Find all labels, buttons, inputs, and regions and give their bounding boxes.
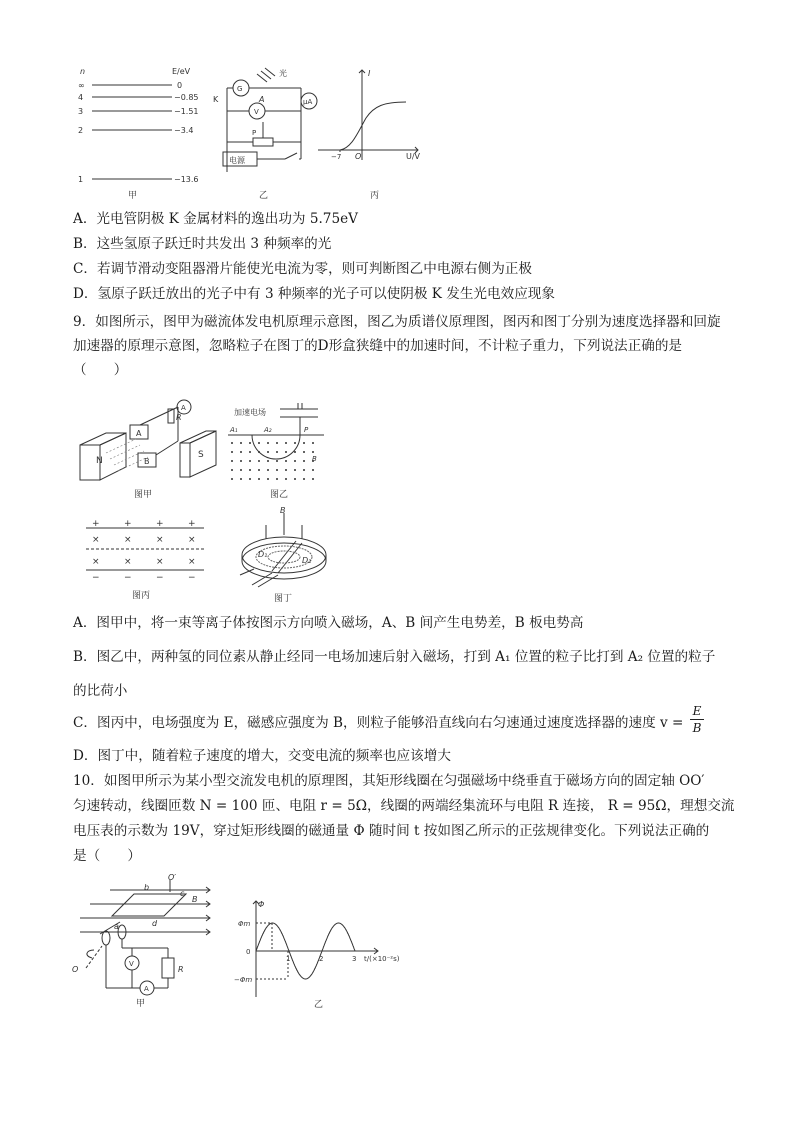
q8-option-a: A．光电管阴极 K 金属材料的逸出功为 5.75eV (73, 211, 358, 227)
level-1-n: 1 (78, 175, 84, 184)
cross-mark: × (156, 535, 164, 545)
level-1-e: −13.6 (174, 175, 199, 184)
field-dot (267, 469, 269, 471)
level-3-e: −1.51 (174, 107, 199, 116)
voltmeter-label: V (129, 960, 134, 968)
field-dot (276, 478, 278, 480)
neg-phim-label: −Φm (234, 976, 253, 984)
plus-sign: + (188, 519, 196, 529)
plate-b-label: B (144, 457, 150, 466)
t-axis-label: t/(×10⁻²s) (364, 955, 400, 963)
field-dot (312, 478, 314, 480)
field-dot (258, 469, 260, 471)
a2-label: A₂ (264, 426, 272, 434)
corner-c-label: c (180, 889, 185, 898)
iu-curve (318, 62, 428, 202)
origin-label: O (355, 152, 362, 161)
caption-fig-ding: 图丁 (274, 594, 293, 604)
field-dot (240, 451, 242, 453)
level-4-n: 4 (78, 93, 84, 102)
p-label: P (252, 129, 257, 137)
field-dot (240, 478, 242, 480)
velocity-selector-figure (86, 518, 206, 600)
field-dot (303, 460, 305, 462)
plus-sign: + (92, 519, 100, 529)
n-header: n (80, 67, 86, 76)
field-dot (276, 469, 278, 471)
cross-mark: × (124, 535, 132, 545)
field-dot (303, 469, 305, 471)
caption-q10-yi: 乙 (314, 1000, 324, 1010)
o-prime-label: O′ (168, 873, 177, 882)
ammeter-a-label: A (144, 985, 149, 993)
field-dot (231, 478, 233, 480)
level-inf-n: ∞ (78, 81, 85, 90)
field-dot (249, 451, 251, 453)
s-pole-label: S (198, 450, 204, 460)
field-dot (303, 478, 305, 480)
field-dot (258, 442, 260, 444)
tick-2-label: 2 (319, 955, 324, 963)
source-label: 电源 (229, 156, 245, 165)
zero-label: 0 (246, 948, 251, 956)
field-dot (285, 469, 287, 471)
q9-option-b-line1: B．图乙中，两种氢的同位素从静止经同一电场加速后射入磁场，打到 A₁ 位置的粒子比打到 A₂ 位置的粒子 (73, 649, 716, 665)
level-4-e: −0.85 (174, 93, 199, 102)
fraction-numerator: E (690, 703, 704, 720)
q10-stem-line4: 是（ ） (73, 848, 141, 864)
caption-fig-yi: 图乙 (270, 490, 289, 500)
level-2-e: −3.4 (174, 126, 194, 135)
corner-a-label: a (114, 922, 119, 931)
b-field-label: B (312, 455, 317, 463)
plus-sign: + (124, 519, 132, 529)
phi-axis-label: Φ (258, 900, 265, 909)
q9-option-c: C．图丙中，电场强度为 E，磁感应强度为 B，则粒子能够沿直线向右匀速通过速度选择器的速度 v = (73, 715, 684, 731)
minus-sign: − (124, 573, 132, 583)
a-label: A (259, 95, 265, 104)
energy-level-diagram (70, 62, 200, 202)
field-dot (231, 442, 233, 444)
photoelectric-circuit (205, 62, 325, 202)
caption-bing: 丙 (370, 191, 380, 201)
field-dot (312, 469, 314, 471)
cross-mark: × (156, 557, 164, 567)
caption-fig-bing: 图丙 (132, 591, 151, 601)
phim-label: Φm (238, 920, 251, 928)
cross-mark: × (188, 535, 196, 545)
light-label: 光 (279, 69, 287, 78)
q9-stem: 9．如图所示，图甲为磁流体发电机原理示意图，图乙为质谱仪原理图，图丙和图丁分别为速度选择器和回旋加速器的原理示意图，忽略粒子在图丁的D形盒狭缝中的加速时间，不计粒子重力，下列说法正确的是（ ） (73, 314, 721, 378)
corner-b-label: b (144, 883, 150, 892)
corner-d-label: d (152, 919, 158, 928)
field-dot (294, 442, 296, 444)
field-dot (240, 469, 242, 471)
field-dot (285, 442, 287, 444)
mass-spectrometer-figure (228, 395, 328, 505)
k-label: K (213, 95, 219, 104)
d2-label: D₂ (302, 556, 312, 565)
minus-sign: − (156, 573, 164, 583)
field-dot (267, 442, 269, 444)
b-label-ding: B (280, 506, 286, 515)
i-axis-label: I (368, 69, 371, 78)
field-dot (285, 478, 287, 480)
field-dot (249, 478, 251, 480)
caption-fig-jia: 图甲 (134, 490, 153, 500)
cross-mark: × (188, 557, 196, 567)
n-pole-label: N (96, 456, 103, 466)
level-3-n: 3 (78, 107, 84, 116)
plate-a-label: A (136, 429, 142, 438)
resistor-label: R (176, 413, 182, 422)
field-dot (249, 460, 251, 462)
plus-sign: + (156, 519, 164, 529)
q9-option-d: D．图丁中，随着粒子速度的增大，交变电流的频率也应该增大 (73, 748, 451, 764)
field-dot (240, 460, 242, 462)
q8-option-b: B．这些氢原子跃迁时共发出 3 种频率的光 (73, 236, 332, 252)
minus-sign: − (188, 573, 196, 583)
g-meter-label: G (237, 85, 243, 93)
e-header: E/eV (172, 67, 191, 76)
field-dot (258, 451, 260, 453)
q9-option-a: A．图甲中，将一束等离子体按图示方向喷入磁场，A、B 间产生电势差，B 板电势高 (73, 615, 584, 631)
caption-yi: 乙 (259, 191, 269, 201)
mhd-generator-figure (70, 395, 220, 505)
field-dots (231, 442, 314, 480)
field-dot (285, 460, 287, 462)
d1-label: D₁ (258, 550, 268, 559)
field-dot (312, 442, 314, 444)
q9-option-c-fraction (690, 703, 704, 736)
field-dot (312, 451, 314, 453)
field-dot (258, 478, 260, 480)
ua-meter-label: μA (303, 98, 313, 106)
caption-q10-jia: 甲 (136, 999, 146, 1009)
field-dot (294, 451, 296, 453)
cross-mark: × (92, 535, 100, 545)
minus-sign: − (92, 573, 100, 583)
q10-stem-line1: 10．如图甲所示为某小型交流发电机的原理图，其矩形线圈在匀强磁场中绕垂直于磁场方向的固定轴 OO′ (73, 773, 705, 789)
level-inf-e: 0 (177, 81, 183, 90)
field-dot (294, 469, 296, 471)
field-dot (303, 451, 305, 453)
ammeter-label: A (181, 404, 186, 412)
resistor-r-label: R (178, 965, 184, 974)
v-meter-label: V (254, 108, 259, 116)
neg-seven-label: −7 (331, 153, 342, 161)
q10-stem-line2: 匀速转动，线圈匝数 N = 100 匝、电阻 r = 5Ω，线圈的两端经集流环与电阻 R 连接， R = 95Ω，理想交流 (73, 798, 735, 814)
field-dot (240, 442, 242, 444)
field-dot (267, 451, 269, 453)
tick-1-label: 1 (286, 955, 291, 963)
field-dot (267, 460, 269, 462)
field-dot (231, 469, 233, 471)
field-dot (267, 478, 269, 480)
accel-field-label: 加速电场 (234, 408, 266, 417)
flux-time-graph (232, 895, 402, 1015)
cyclotron-figure (232, 505, 342, 605)
p-label-9: P (304, 426, 309, 434)
field-dot (294, 460, 296, 462)
level-2-n: 2 (78, 126, 84, 135)
field-dot (258, 460, 260, 462)
a1-label: A₁ (230, 426, 238, 434)
field-dot (276, 451, 278, 453)
q8-option-d: D．氢原子跃迁放出的光子中有 3 种频率的光子可以使阴极 K 发生光电效应现象 (73, 286, 555, 302)
q10-stem-line3: 电压表的示数为 19V，穿过矩形线圈的磁通量 Φ 随时间 t 按如图乙所示的正弦规律变化。下列说法正确的 (73, 823, 710, 839)
field-dot (294, 478, 296, 480)
field-dot (276, 442, 278, 444)
q9-option-b-line2: 的比荷小 (73, 683, 128, 699)
cross-mark: × (124, 557, 132, 567)
field-dot (249, 442, 251, 444)
field-dot (231, 451, 233, 453)
field-dot (231, 460, 233, 462)
cross-mark: × (92, 557, 100, 567)
q8-option-c: C．若调节滑动变阻器滑片能使光电流为零，则可判断图乙中电源右侧为正极 (73, 261, 532, 277)
field-dot (249, 469, 251, 471)
field-dot (285, 451, 287, 453)
ac-generator-figure (70, 872, 220, 1012)
o-label: O (72, 965, 79, 974)
b-arrow-label: B (192, 895, 198, 904)
field-dot (276, 460, 278, 462)
caption-jia: 甲 (128, 191, 138, 201)
tick-3-label: 3 (352, 955, 357, 963)
fraction-denominator: B (692, 721, 702, 735)
field-dot (303, 442, 305, 444)
u-axis-label: U/V (406, 152, 421, 161)
